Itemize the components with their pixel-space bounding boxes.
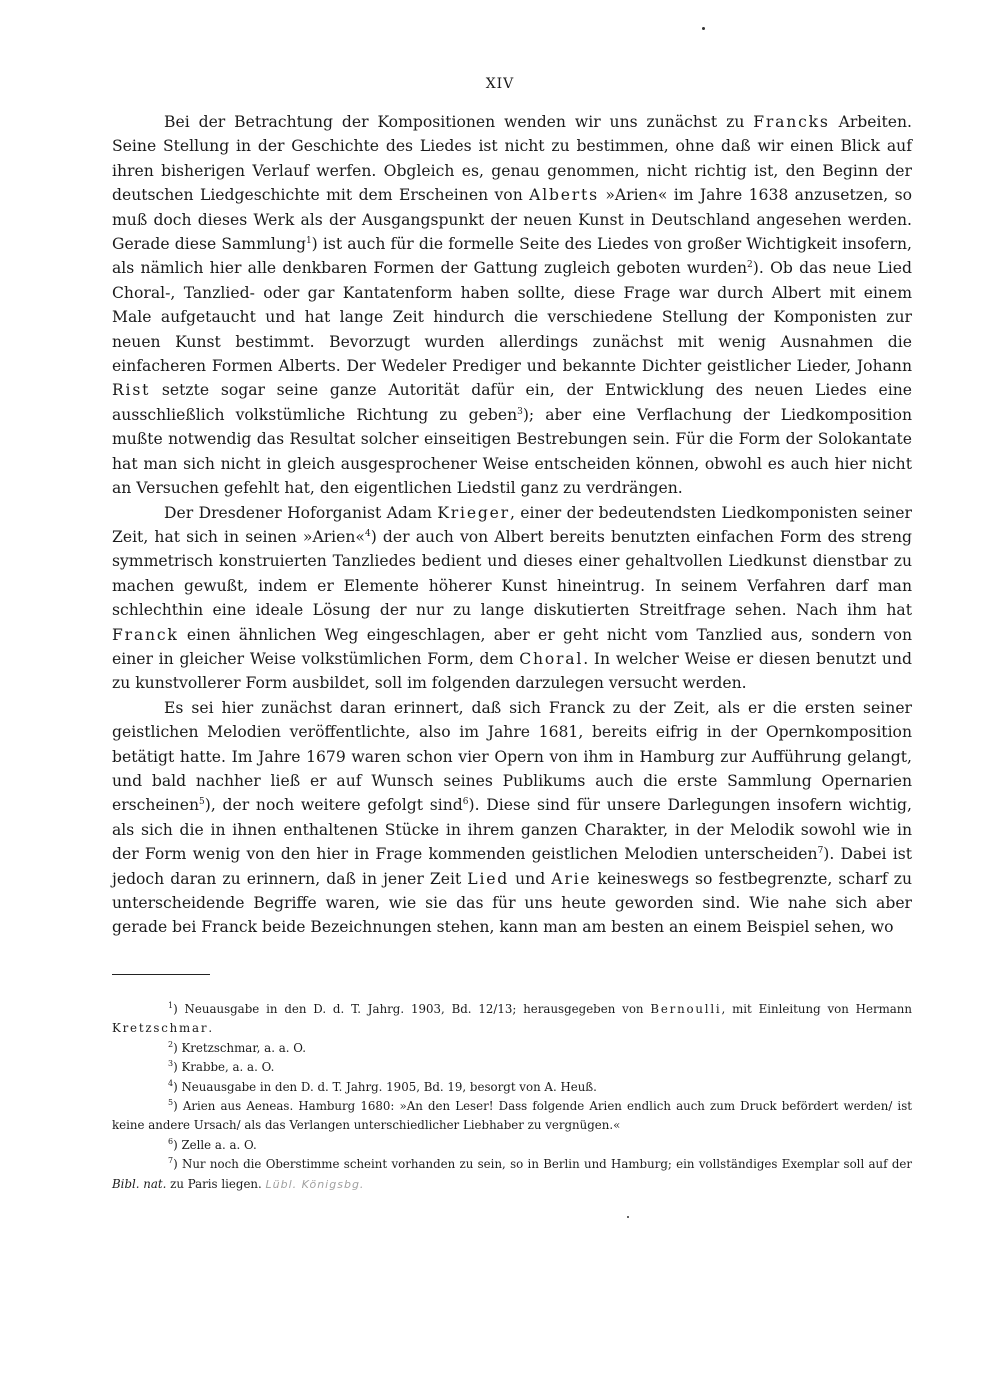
text-run: einen ähnlichen Weg eingeschlagen, aber er geht nicht vom Tanzlied aus, sondern von einer in gleicher Weise volkstümlichen Form, dem <box>112 625 912 668</box>
footnote-number: 7 <box>168 1156 174 1166</box>
text-run: ) ist auch für die formelle Seite des Liedes von großer Wichtigkeit insofern, als nämlich hier alle denkbaren Formen der Gattung zugleich geboten wurden <box>112 235 912 278</box>
text-run: keineswegs so festbegrenzte, scharf zu unterscheidende Begriffe waren, wie sie das für uns heute geworden sind. Wie nahe sich aber gerade bei Franck beide Bezeichnungen stehen, kann man am besten an einem Beispiel sehen, wo <box>112 869 913 937</box>
spaced-name: Kretzschmar <box>112 1021 209 1036</box>
main-text <box>112 110 912 940</box>
spaced-name: Rist <box>112 381 151 400</box>
spaced-name: Bernoulli <box>650 1002 722 1016</box>
footnote: $^3$) Krabbe, a. a. O. <box>168 1059 275 1075</box>
footnote: $^4$) Neuausgabe in den D. d. T. Jahrg. 1905, Bd. 19, besorgt von A. Heuß. <box>168 1078 597 1094</box>
text-run: Nur noch die Oberstimme scheint vorhanden zu sein, so in Berlin und Hamburg; ein vollständiges Exemplar soll auf der <box>182 1157 913 1172</box>
footnote-number: 5 <box>168 1098 174 1108</box>
footnote: $^1$) Neuausgabe in den D. d. T. Jahrg. 1903, Bd. 12/13; herausgegeben von Bernoulli, mit Einleitung von Hermann Kretzschmar. <box>112 1001 913 1036</box>
text-run: Krabbe, a. a. O. <box>181 1060 275 1075</box>
footnote-reference: 4 <box>364 528 371 539</box>
text-run: Zelle a. a. O. <box>181 1137 257 1152</box>
paragraph <box>112 696 912 940</box>
footnote: $^5$) Arien aus Aeneas. Hamburg 1680: »An den Leser! Dass folgende Arien endlich auch zum Druck befördert werden/ ist keine andere Ursach/ als das Verlangen unterschiedlicher Liebhaber zu vergnügen.« <box>112 1098 912 1133</box>
footnote-reference: 5 <box>199 797 205 808</box>
text-run: Neuausgabe in den D. d. T. Jahrg. 1903, Bd. 12/13; herausgegeben von <box>184 1002 651 1016</box>
ink-speck <box>702 27 705 30</box>
page-number: XIV <box>485 76 515 92</box>
text-run: und <box>509 869 552 888</box>
spaced-name: Krieger <box>437 503 510 522</box>
italic-text: Bibl. nat. <box>112 1176 167 1191</box>
text-run: , einer der bedeutendsten Liedkomponisten seiner Zeit, hat sich in seinen »Arien« <box>112 503 912 546</box>
ink-speck <box>627 1216 629 1218</box>
footnote-reference: 2 <box>747 260 753 271</box>
footnote-reference: 3 <box>517 406 523 417</box>
footnote-reference: 1 <box>305 236 312 247</box>
spaced-name: Francks <box>753 113 830 131</box>
footnote: $^7$) Nur noch die Oberstimme scheint vorhanden zu sein, so in Berlin und Hamburg; ein vollständiges Exemplar soll auf der Bibl. nat. zu Paris liegen. Lübl. Königsbg. <box>112 1156 913 1191</box>
footnote: $^6$) Zelle a. a. O. <box>168 1136 257 1152</box>
text-run: . <box>208 1021 213 1036</box>
text-run: Kretzschmar, a. a. O. <box>181 1040 306 1055</box>
text-run: Bei der Betrachtung der Kompositionen wenden wir uns zunächst zu <box>164 113 754 131</box>
text-run: Arbeiten. Seine Stellung in der Geschichte des Liedes ist nicht zu bestimmen, ohne daß wir einen Blick auf ihren bisherigen Verlauf werfen. Obgleich es, genau genommen, nicht richtig ist, den Beginn der deutschen Liedgeschichte mit dem Erscheinen von <box>112 113 913 205</box>
text-run: »Arien« im Jahre 1638 anzusetzen, so muß doch dieses Werk als der Ausgangspunkt der neuen Kunst in Deutschland angesehen werden. Gerade diese Sammlung <box>112 186 912 254</box>
spaced-name: Alberts <box>529 186 599 205</box>
footnote-number: 1 <box>168 1001 174 1010</box>
footnote-number: 3 <box>168 1059 174 1069</box>
spaced-name: Arie <box>551 869 592 888</box>
spaced-name: Lied <box>467 869 510 888</box>
text-run: zu Paris liegen. <box>166 1176 266 1191</box>
text-run: Es sei hier zunächst daran erinnert, daß sich Franck zu der Zeit, als er die ersten seiner geistlichen Melodien veröffentlichte, also im Jahre 1681, bereits eifrig in der Opernkomposition betätigt hatte. Im Jahre 1679 waren schon vier Opern von ihm in Hamburg zur Aufführung gelangt, und bald nachher ließ er auf Wunsch seines Publikums auch die erste Sammlung Opernarien erscheinen <box>112 698 912 815</box>
footnotes <box>112 1000 912 1194</box>
text-run: ); aber eine Verflachung der Liedkomposition mußte notwendig das Resultat solcher einseitigen Bestrebungen sein. Für die Form der Solokantate hat man sich nicht in gleich ausgesprochener Weise entscheiden können, obwohl es auch hier nicht an Versuchen gefehlt hat, den eigentlichen Liedstil ganz zu verdrängen. <box>112 405 912 498</box>
footnote-number: 2 <box>168 1039 174 1049</box>
text-run: setzte sogar seine ganze Autorität dafür ein, der Entwicklung des neuen Liedes eine ausschließlich volkstümliche Richtung zu geben <box>112 381 912 424</box>
text-run: Neuausgabe in den D. d. T. Jahrg. 1905, Bd. 19, besorgt von A. Heuß. <box>181 1079 597 1094</box>
footnote-reference: 7 <box>817 846 824 857</box>
spaced-name: Choral <box>519 649 584 668</box>
text-run: ). Diese sind für unsere Darlegungen insofern wichtig, als sich die in ihnen enthaltenen Stücke in ihrem ganzen Charakter, in der Melodik sowohl wie in der Form wenig von den hier in Frage kommenden geistlichen Melodien unterscheiden <box>112 796 912 864</box>
paragraph <box>112 110 912 501</box>
footnote: $^2$) Kretzschmar, a. a. O. <box>168 1039 306 1055</box>
text-run: ) der auch von Albert bereits benutzten einfachen Form des streng symmetrisch konstruierten Tanzliedes bedient und dieses einer gehaltvollen Liedkunst dienstbar zu machen gewußt, indem er Elemente höherer Kunst hineintrug. In seinem Verfahren darf man schlechthin eine ideale Lösung der nur zu lange diskutierten Streitfrage sehen. Nach ihm hat <box>112 527 912 620</box>
footnote-number: 4 <box>168 1078 174 1088</box>
footnote-number: 6 <box>168 1136 174 1146</box>
text-run: ). Ob das neue Lied Choral-, Tanzlied- oder gar Kantatenform haben sollte, diese Frage war durch Albert mit einem Male aufgetaucht und hat lange Zeit hindurch die verschiedene Stellung der Komponisten zur neuen Kunst bestimmt. Bevorzugt wurden allerdings zunächst mit wenig Ausnahmen die einfacheren Formen Alberts. Der Wedeler Prediger und bekannte Dichter geistlicher Lieder, Johann <box>112 259 912 376</box>
paragraph <box>112 501 912 696</box>
footnote-divider <box>112 974 210 975</box>
text-run: ), der noch weitere gefolgt sind <box>204 796 463 815</box>
handwritten-note: Lübl. Königsbg. <box>265 1177 365 1191</box>
text-run: . In welcher Weise er diesen benutzt und zu kunstvollerer Form ausbildet, soll im folgenden darzulegen versucht werden. <box>112 649 912 693</box>
text-run: Arien aus Aeneas. Hamburg 1680: »An den Leser! Dass folgende Arien endlich auch zum Druck befördert werden/ ist keine andere Ursach/ als das Verlangen unterschiedlicher Liebhaber zu vergnügen.« <box>112 1099 912 1133</box>
text-run: Der Dresdener Hoforganist Adam <box>164 503 438 522</box>
text-run: ). Dabei ist jedoch daran zu erinnern, daß in jener Zeit <box>112 845 912 888</box>
text-run: , mit Einleitung von Hermann <box>721 1002 913 1016</box>
spaced-name: Franck <box>112 625 179 644</box>
footnote-reference: 6 <box>462 797 469 808</box>
